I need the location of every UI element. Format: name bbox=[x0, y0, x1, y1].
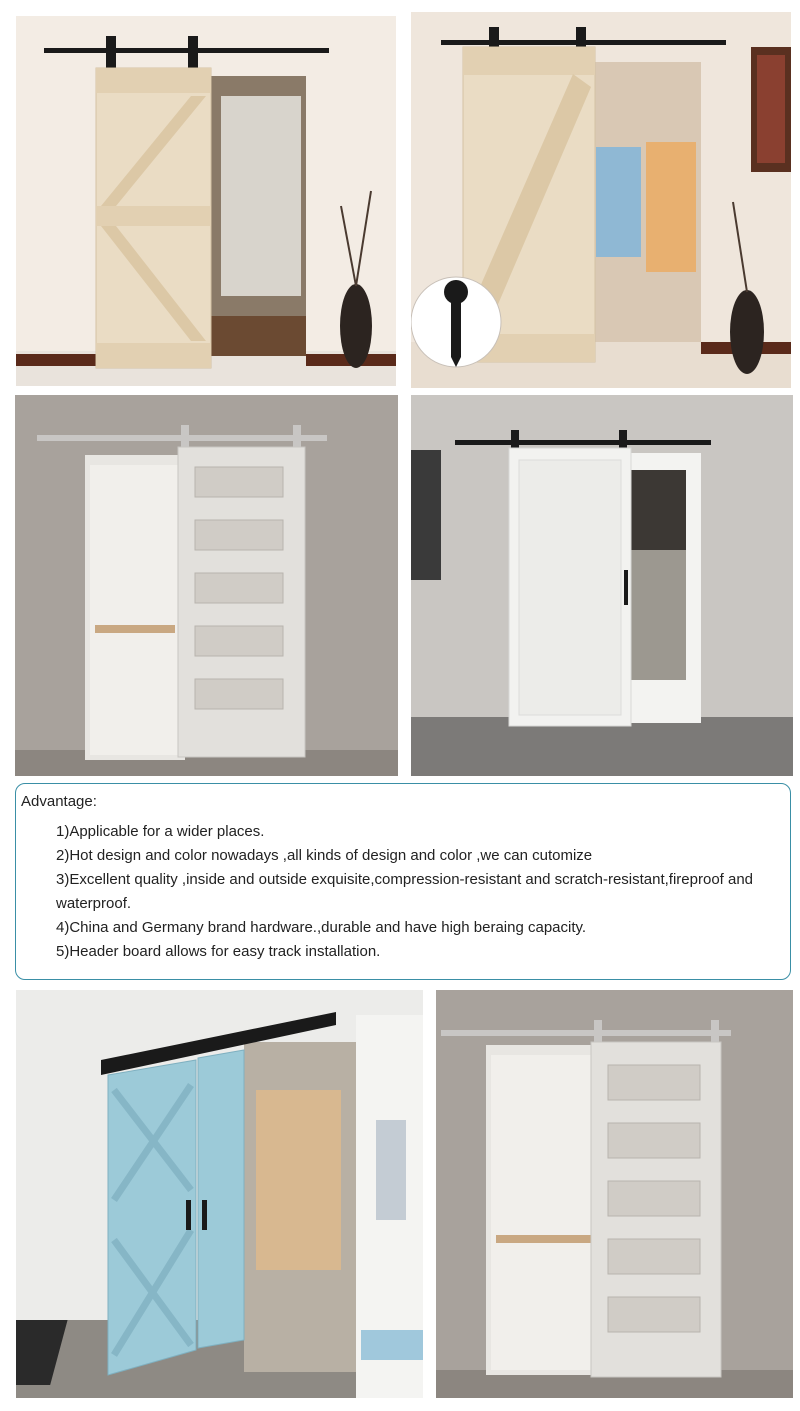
white-glass-panel-barn-door-photo bbox=[15, 395, 398, 776]
white-glass-panel-barn-door-photo-2 bbox=[436, 990, 793, 1398]
advantage-list bbox=[56, 820, 786, 964]
advantage-item: 1)Applicable for a wider places. bbox=[56, 823, 265, 840]
blue-double-x-barn-door-photo bbox=[16, 990, 423, 1398]
advantage-item: 5)Header board allows for easy track installation. bbox=[56, 943, 381, 960]
pine-z-brace-barn-door-bathroom-photo bbox=[411, 12, 791, 388]
advantage-item: 2)Hot design and color nowadays ,all kinds of design and color ,we can cutomize bbox=[56, 847, 593, 864]
pine-k-brace-barn-door-photo bbox=[16, 16, 396, 386]
white-herringbone-barn-door-photo bbox=[411, 395, 793, 776]
advantage-box bbox=[15, 783, 791, 980]
advantage-item: 4)China and Germany brand hardware.,durable and have high beraing capacity. bbox=[56, 919, 587, 936]
advantage-title: Advantage: bbox=[21, 793, 97, 810]
advantage-item: 3)Excellent quality ,inside and outside exquisite,compression-resistant and scratch-resistant,fireproof and waterproof. bbox=[56, 871, 754, 912]
